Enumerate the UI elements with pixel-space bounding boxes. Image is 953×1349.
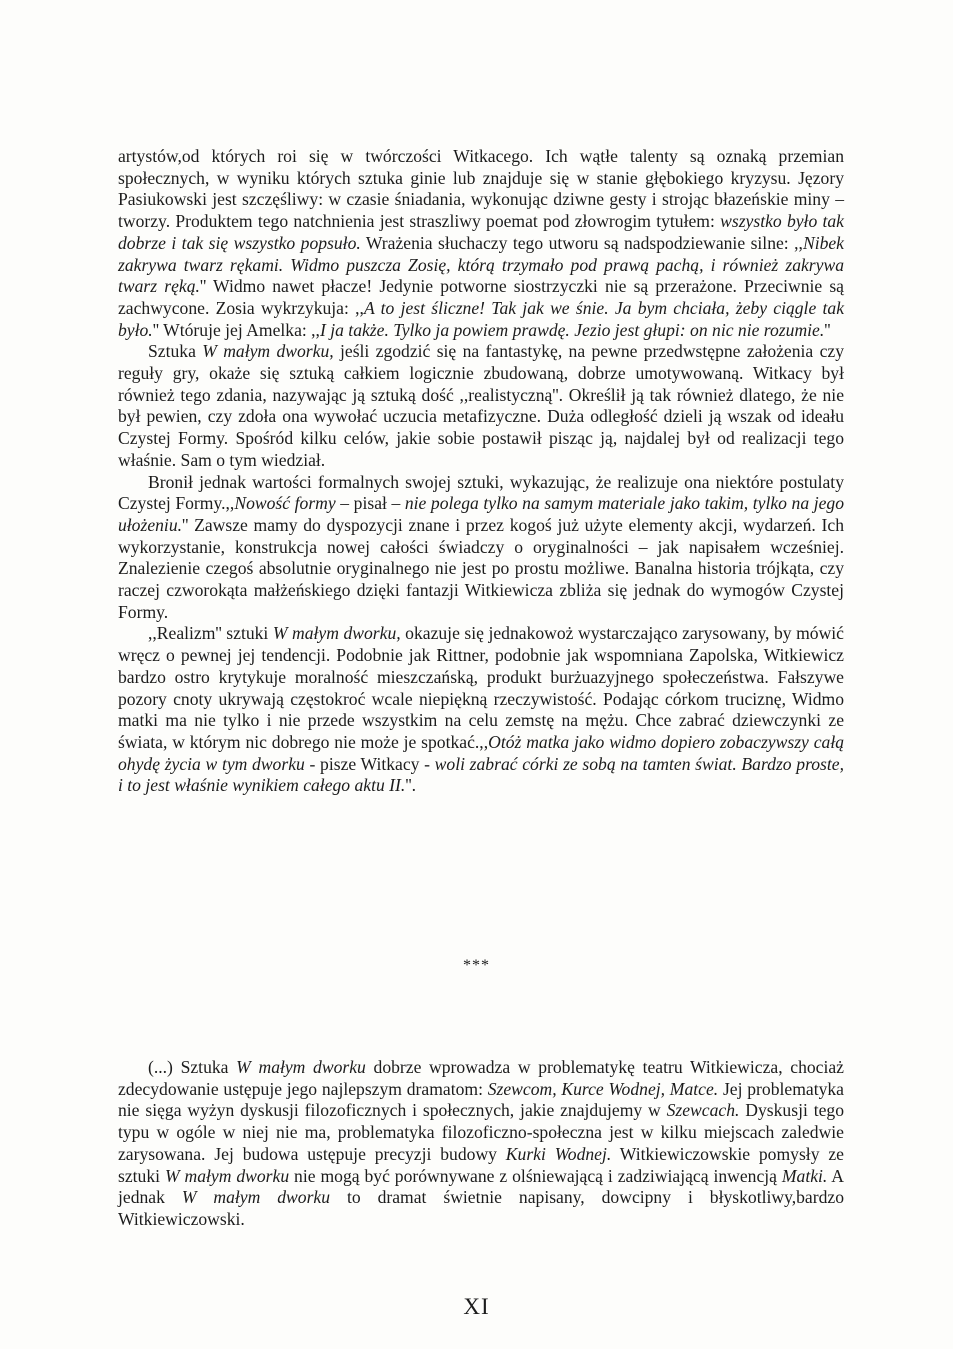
text-run: '' Widmo nawet płacze! Jedynie potworne siostrzyczki nie są przerażone. Przeciwnie są zachwycone. Zosia wykrzykuja: ,, <box>118 276 844 318</box>
italic-text: A to jest śliczne! Tak jak we śnie. Ja bym chciała, żeby ciągle tak było. <box>118 297 845 340</box>
paragraph <box>118 472 844 624</box>
text-run: - pisze Witkacy - <box>304 753 435 774</box>
text-run: Wrażenia słuchaczy tego utworu są nadspodziewanie silne: ,, <box>360 232 803 253</box>
text-run: dobrze wprowadza w problematykę teatru Witkiewicza, chociaż zdecydowanie ustępuje jego najlepszym dramatom: <box>118 1057 844 1099</box>
text-run: artystów,od których roi się w twórczości Witkacego. Ich wątłe talenty są oznaką przemian społecznych, w wyniku których sztuka ginie lub znajduje się w stanie głębokiego kryzysu. Jęzory Pasiukowski jest szczęśliwy: w czasie śniadania, wykonując dziwne gesty i strojąc błazeńskie miny – tworzy. Produktem tego natchnienia jest straszliwy poemat pod złowrogim tytułem: <box>118 146 844 232</box>
text-run: ,,Realizm'' sztuki <box>148 623 273 644</box>
italic-text: W małym dworku <box>236 1057 366 1077</box>
text-run: to dramat świetnie napisany, dowcipny i błyskotliwy,bardzo Witkiewiczowski. <box>118 1187 844 1229</box>
text-run: Sztuka <box>148 341 203 362</box>
text-run: Witkiewiczowskie pomysły ze sztuki <box>118 1143 844 1186</box>
italic-text: I ja także. Tylko ja powiem prawdę. Jezio jest głupi: on nic nie rozumie. <box>319 319 825 340</box>
paragraph <box>118 1057 844 1231</box>
paragraph <box>118 341 844 471</box>
italic-text: Szewcach. <box>666 1100 740 1121</box>
italic-text: W małym dworku <box>164 1165 290 1186</box>
second-section-text <box>118 1057 844 1231</box>
text-run: '' Zawsze mamy do dyspozycji znane i przez kogoś już użyte elementy akcji, wydarzeń. Ich wykorzystanie, konstrukcja nowej całości świadczy o oryginalności – jak napisałem wcześniej. Znalezienie czegoś absolutnie oryginalnego nie jest po prostu możliwe. Banalna historia trójkąta, czy raczej czworokąta małżeńskiego dzięki fantazji Witkiewicza zbliża się jednak do wymogów Czystej Formy. <box>118 514 844 622</box>
text-run: '' <box>824 319 831 340</box>
main-text <box>118 146 844 797</box>
paragraph <box>118 623 844 797</box>
italic-text: Nibek zakrywa twarz rękami. Widmo puszcza Zosię, którą trzymało pod prawą pachą, i również zakrywa twarz ręką. <box>118 232 844 297</box>
italic-text: wszystko było tak dobrze i tak się wszystko popsuło. <box>118 211 844 253</box>
italic-text: W małym dworku, <box>202 341 334 362</box>
text-run: – pisał – <box>335 493 405 514</box>
paragraph <box>118 146 844 341</box>
italic-text: woli zabrać córki ze sobą na tamten świat. Bardzo proste, i to jest właśnie wynikiem całego aktu II. <box>118 753 844 796</box>
text-run: '' Wtóruje jej Amelka: ,, <box>152 319 320 340</box>
italic-text: Otóż matka jako widmo dopiero zobaczywszy całą ohydę życia w tym dworku <box>118 731 845 774</box>
text-run: A jednak <box>118 1165 844 1208</box>
text-run: (...) Sztuka <box>148 1057 237 1077</box>
italic-text: Matki. <box>781 1165 828 1186</box>
italic-text: Kurki Wodnej. <box>505 1143 612 1164</box>
italic-text: Nowość formy <box>234 493 336 514</box>
italic-text: nie polega tylko na samym materiale jako takim, tylko na jego ułożeniu. <box>118 493 844 535</box>
italic-text: W małym dworku, <box>272 623 401 644</box>
italic-text: W małym dworku <box>181 1187 331 1208</box>
section-separator: *** <box>463 957 490 974</box>
text-run: okazuje się jednakowoż wystarczająco zarysowany, by mówić wręcz o pewnej jej tendencji. Podobnie jak Rittner, podobnie jak wspomniana Zapolska, Witkiewicz bardzo ostro krytykuje moralność mieszczańską, produkt burżuazyjnego społeczeństwa. Fałszywe pozory cnoty ukrywają częstokroć wcale niepiękną rzeczywistość. Podając córkom truciznę, Widmo matki ma nie tylko i nie przede wszystkim na celu zemstę na mężu. Chce zabrać dziewczynki ze świata, w którym nic dobrego nie może je spotkać.,, <box>118 623 844 752</box>
page-number: XI <box>463 1294 490 1319</box>
text-run: ''. <box>405 775 417 796</box>
text-run: nie mogą być porównywane z olśniewającą i zadziwiającą inwencją <box>289 1165 782 1186</box>
text-run: Dyskusji tego typu w ogóle w niej nie ma, problematyka filozoficzno-społeczna jest w kilku miejscach zaledwie zarysowana. Jej budowa ustępuje precyzji budowy <box>118 1100 844 1164</box>
italic-text: Szewcom, Kurce Wodnej, Matce. <box>487 1078 719 1099</box>
text-run: Jej problematyka nie sięga wyżyn dyskusji filozoficznych i społecznych, jakie znajdujemy w <box>118 1078 844 1121</box>
text-run: jeśli zgodzić się na fantastykę, na pewne przedwstępne założenia czy reguły gry, okaże się sztuką całkiem logicznie zbudowaną, dobrze umotywowaną. Witkacy był również tego zdania, nazywając ją sztuką dość ,,realistyczną''. Określił ją tak również dlatego, że nie był pewien, czy zdoła ona wywołać uczucia metafizyczne. Duża odległość dzieli ją wszak od ideału Czystej Formy. Spośród kilku celów, jakie sobie postawił pisząc ją, najdalej był od realizacji tego właśnie. Sam o tym wiedział. <box>118 341 844 470</box>
text-run: Bronił jednak wartości formalnych swojej sztuki, wykazując, że realizuje ona niektóre postulaty Czystej Formy.,, <box>118 471 844 514</box>
